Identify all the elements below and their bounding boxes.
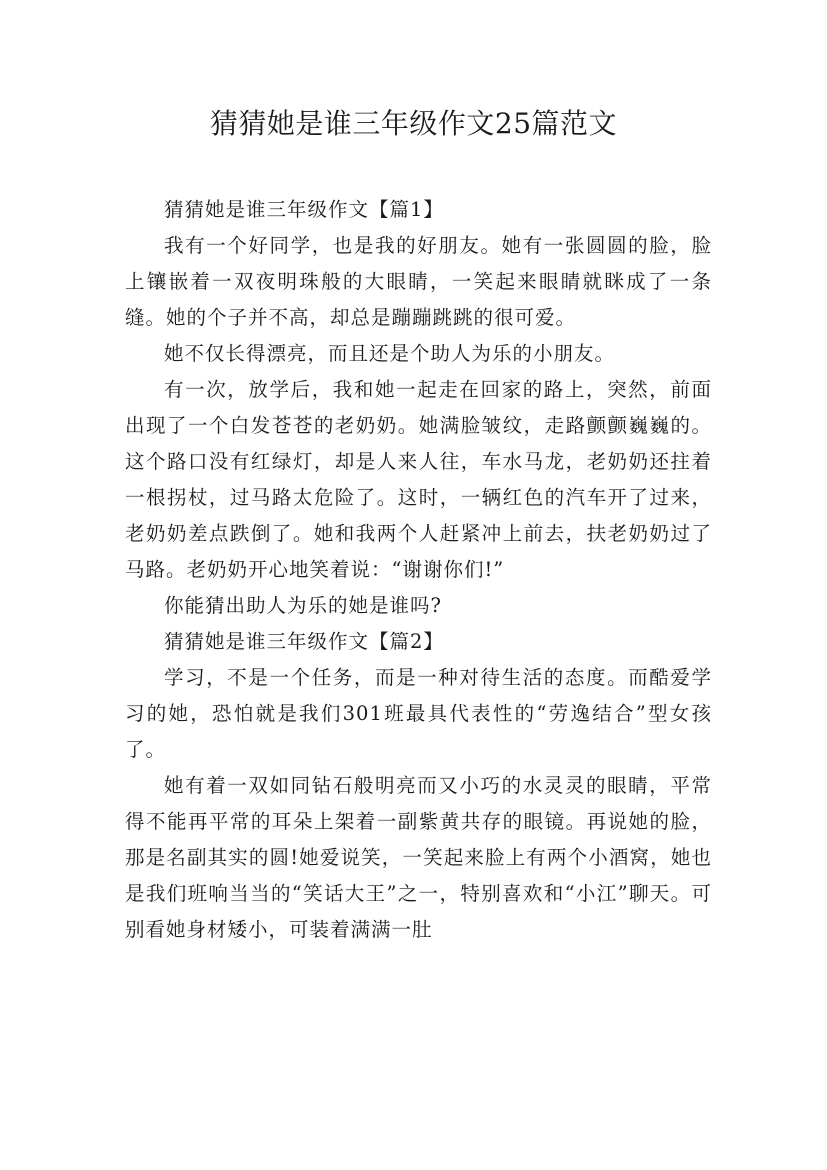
page-title: 猜猜她是谁三年级作文25篇范文 — [209, 107, 618, 140]
paragraph: 有一次，放学后，我和她一起走在回家的路上，突然，前面出现了一个白发苍苍的老奶奶。她满脸皱纹，走路颤颤巍巍的。这个路口没有红绿灯，却是人来人往，车水马龙，老奶奶还拄着一根拐杖，过马路太危险了。这时，一辆红色的汽车开了过来，老奶奶差点跌倒了。她和我两个人赶紧冲上前去，扶老奶奶过了马路。老奶奶开心地笑着说：“谢谢你们!” — [125, 378, 712, 581]
paragraph: 她有着一双如同钻石般明亮而又小巧的水灵灵的眼睛，平常得不能再平常的耳朵上架着一副紫黄共存的眼镜。再说她的脸，那是名副其实的圆!她爱说笑，一笑起来脸上有两个小酒窝，她也是我们班响当当的“笑话大王”之一，特别喜欢和“小江”聊天。可别看她身材矮小，可装着满满一肚 — [125, 774, 712, 941]
section-heading-2: 猜猜她是谁三年级作文【篇2】 — [164, 630, 444, 653]
paragraph: 她不仅长得漂亮，而且还是个助人为乐的小朋友。 — [164, 342, 616, 365]
paragraph: 我有一个好同学，也是我的好朋友。她有一张圆圆的脸，脸上镶嵌着一双夜明珠般的大眼睛，一笑起来眼睛就眯成了一条缝。她的个子并不高，却总是蹦蹦跳跳的很可爱。 — [125, 234, 712, 329]
paragraph: 学习，不是一个任务，而是一种对待生活的态度。而酷爱学习的她，恐怕就是我们301班最具代表性的“劳逸结合”型女孩了。 — [125, 666, 712, 761]
section-heading-1: 猜猜她是谁三年级作文【篇1】 — [164, 198, 444, 221]
paragraph: 你能猜出助人为乐的她是谁吗? — [164, 594, 442, 617]
article-body — [125, 192, 712, 948]
